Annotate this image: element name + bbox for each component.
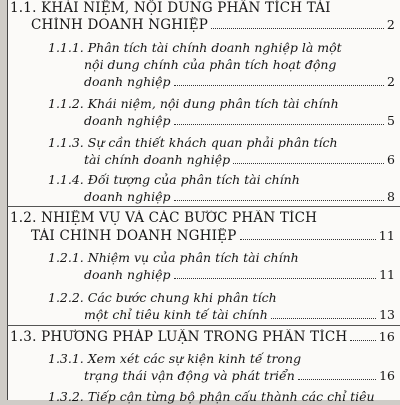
toc-entry-1-3-1-last: trạng thái vận động và phát triển 16 — [84, 368, 395, 383]
toc-entry-1-1-3-last: tài chính doanh nghiệp 6 — [84, 152, 395, 167]
toc-entry-1-1-1-cont: nội dung chính của phân tích hoạt động — [84, 57, 337, 72]
toc-entry-1-1-1[interactable]: 1.1.1. Phân tích tài chính doanh nghiệp là một — [48, 40, 342, 55]
toc-entry-1-1-2-last: doanh nghiệp 5 — [84, 113, 395, 128]
toc-entry-1-2-2-last: một chỉ tiêu kinh tế tài chính 13 — [84, 307, 395, 322]
toc-section-1-3[interactable]: 1.3. PHƯƠNG PHÁP LUẬN TRONG PHÂN TÍCH 16 — [10, 329, 395, 345]
toc-entry-1-2-1[interactable]: 1.2.1. Nhiệm vụ của phân tích tài chính — [48, 250, 299, 265]
toc-section-1-1[interactable]: 1.1. KHÁI NIỆM, NỘI DUNG PHÂN TÍCH TÀI — [10, 0, 331, 16]
toc-entry-1-1-3[interactable]: 1.1.3. Sự cần thiết khách quan phải phân tích — [48, 135, 338, 150]
toc-entry-1-1-4[interactable]: 1.1.4. Đối tượng của phân tích tài chính — [48, 172, 300, 187]
toc-entry-1-1-4-last: doanh nghiệp 8 — [84, 189, 395, 204]
section-divider — [7, 206, 400, 207]
toc-entry-1-2-2[interactable]: 1.2.2. Các bước chung khi phân tích — [48, 290, 277, 305]
toc-entry-1-2-1-last: doanh nghiệp 11 — [84, 267, 395, 282]
toc-entry-1-1-1-last: doanh nghiệp 2 — [84, 74, 395, 89]
toc-section-1-2[interactable]: 1.2. NHIỆM VỤ VÀ CÁC BƯỚC PHÂN TÍCH — [10, 210, 318, 226]
toc-entry-1-3-2[interactable]: 1.3.2. Tiếp cận từng bộ phận cấu thành các chỉ tiêu — [48, 389, 375, 404]
toc-entry-1-3-1[interactable]: 1.3.1. Xem xét các sự kiện kinh tế trong — [48, 351, 302, 366]
toc-section-1-2-cont: TÀI CHÍNH DOANH NGHIỆP 11 — [31, 228, 395, 244]
toc-entry-1-1-2[interactable]: 1.1.2. Khái niệm, nội dung phân tích tài chính — [48, 96, 339, 111]
toc-section-1-1-cont[interactable]: CHÍNH DOANH NGHIỆP 2 — [31, 17, 395, 33]
left-rule — [7, 0, 8, 400]
section-divider — [7, 325, 400, 326]
